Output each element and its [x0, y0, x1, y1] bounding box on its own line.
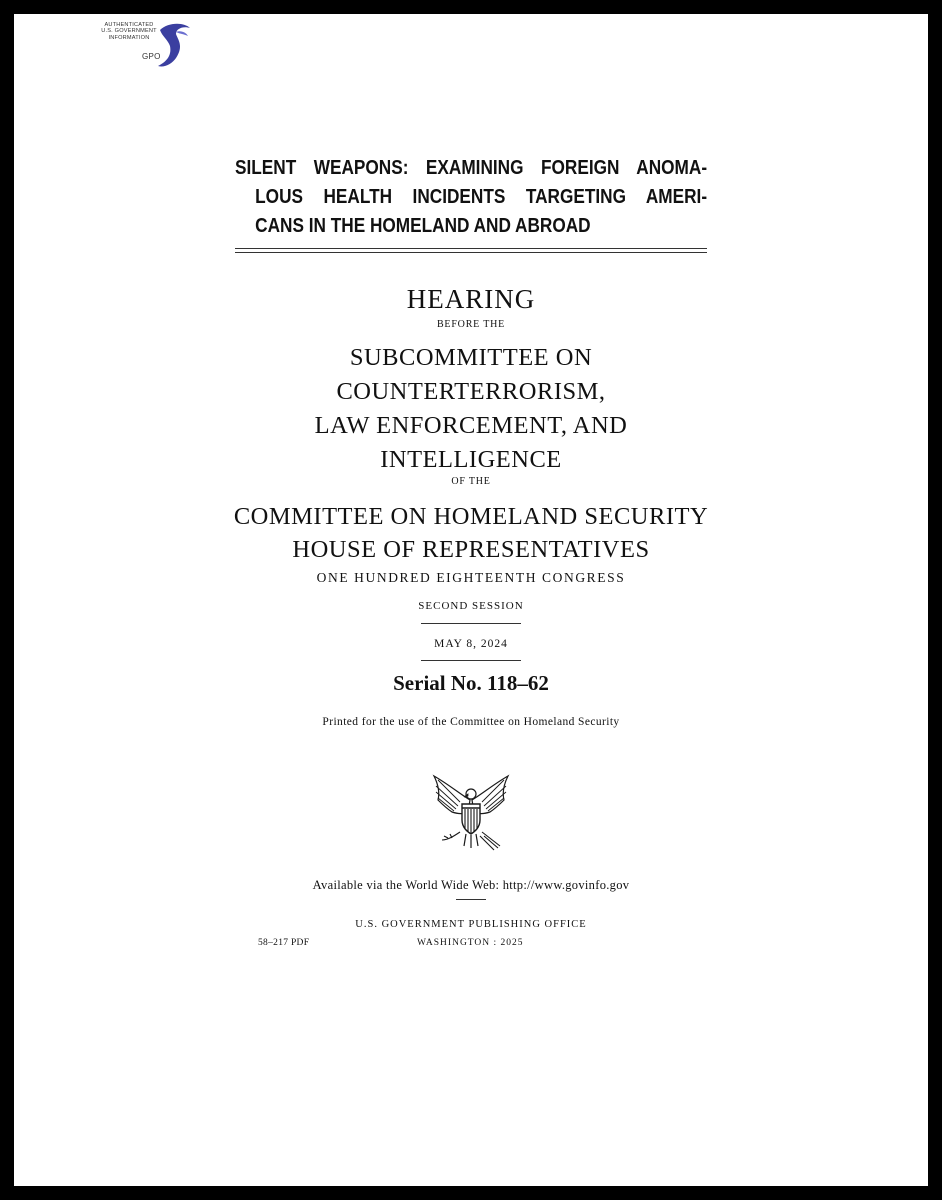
before-the-label: BEFORE THE [436, 319, 506, 330]
title-line-2: LOUS HEALTH INCIDENTS TARGETING AMERI- [255, 185, 708, 208]
title-line-1: SILENT WEAPONS: EXAMINING FOREIGN ANOMA- [235, 156, 708, 179]
session-label: SECOND SESSION [418, 600, 524, 612]
subcommittee-line-3: LAW ENFORCEMENT, AND [314, 412, 628, 439]
of-the-label: OF THE [451, 476, 491, 487]
subcommittee-name [14, 341, 928, 477]
printed-for-note: Printed for the use of the Committee on Homeland Security [322, 716, 620, 728]
serial-number: Serial No. 118–62 [393, 671, 549, 695]
committee-line-1: COMMITTEE ON HOMELAND SECURITY [233, 503, 709, 530]
logo-line-3: INFORMATION [108, 34, 150, 41]
subcommittee-line-4: INTELLIGENCE [380, 446, 562, 473]
congress-label: ONE HUNDRED EIGHTEENTH CONGRESS [316, 570, 626, 585]
logo-line-1: AUTHENTICATED [104, 22, 154, 28]
publisher-name: U.S. GOVERNMENT PUBLISHING OFFICE [355, 919, 587, 930]
committee-name [14, 500, 928, 566]
pdf-number: 58–217 PDF [258, 938, 310, 948]
gpo-word: GPO [142, 52, 161, 61]
eagle-icon [154, 20, 194, 70]
subcommittee-line-1: SUBCOMMITTEE ON [349, 344, 593, 371]
date-rule-bottom [421, 660, 521, 661]
hearing-heading: HEARING [406, 284, 536, 314]
hearing-date: MAY 8, 2024 [434, 638, 508, 650]
document-title [235, 153, 708, 240]
publisher-rule [456, 899, 486, 900]
title-double-rule [235, 248, 707, 253]
great-seal-icon [430, 774, 512, 852]
gpo-authentication-logo [90, 16, 200, 76]
committee-line-2: HOUSE OF REPRESENTATIVES [292, 536, 650, 563]
subcommittee-line-2: COUNTERTERRORISM, [336, 378, 606, 405]
date-rule-top [421, 623, 521, 624]
title-line-3: CANS IN THE HOMELAND AND ABROAD [255, 214, 591, 237]
availability-note: Available via the World Wide Web: http://www.govinfo.gov [312, 878, 630, 892]
place-and-year: WASHINGTON : 2025 [417, 938, 524, 948]
document-page [14, 14, 928, 1186]
logo-line-2: U.S. GOVERNMENT [101, 28, 157, 35]
